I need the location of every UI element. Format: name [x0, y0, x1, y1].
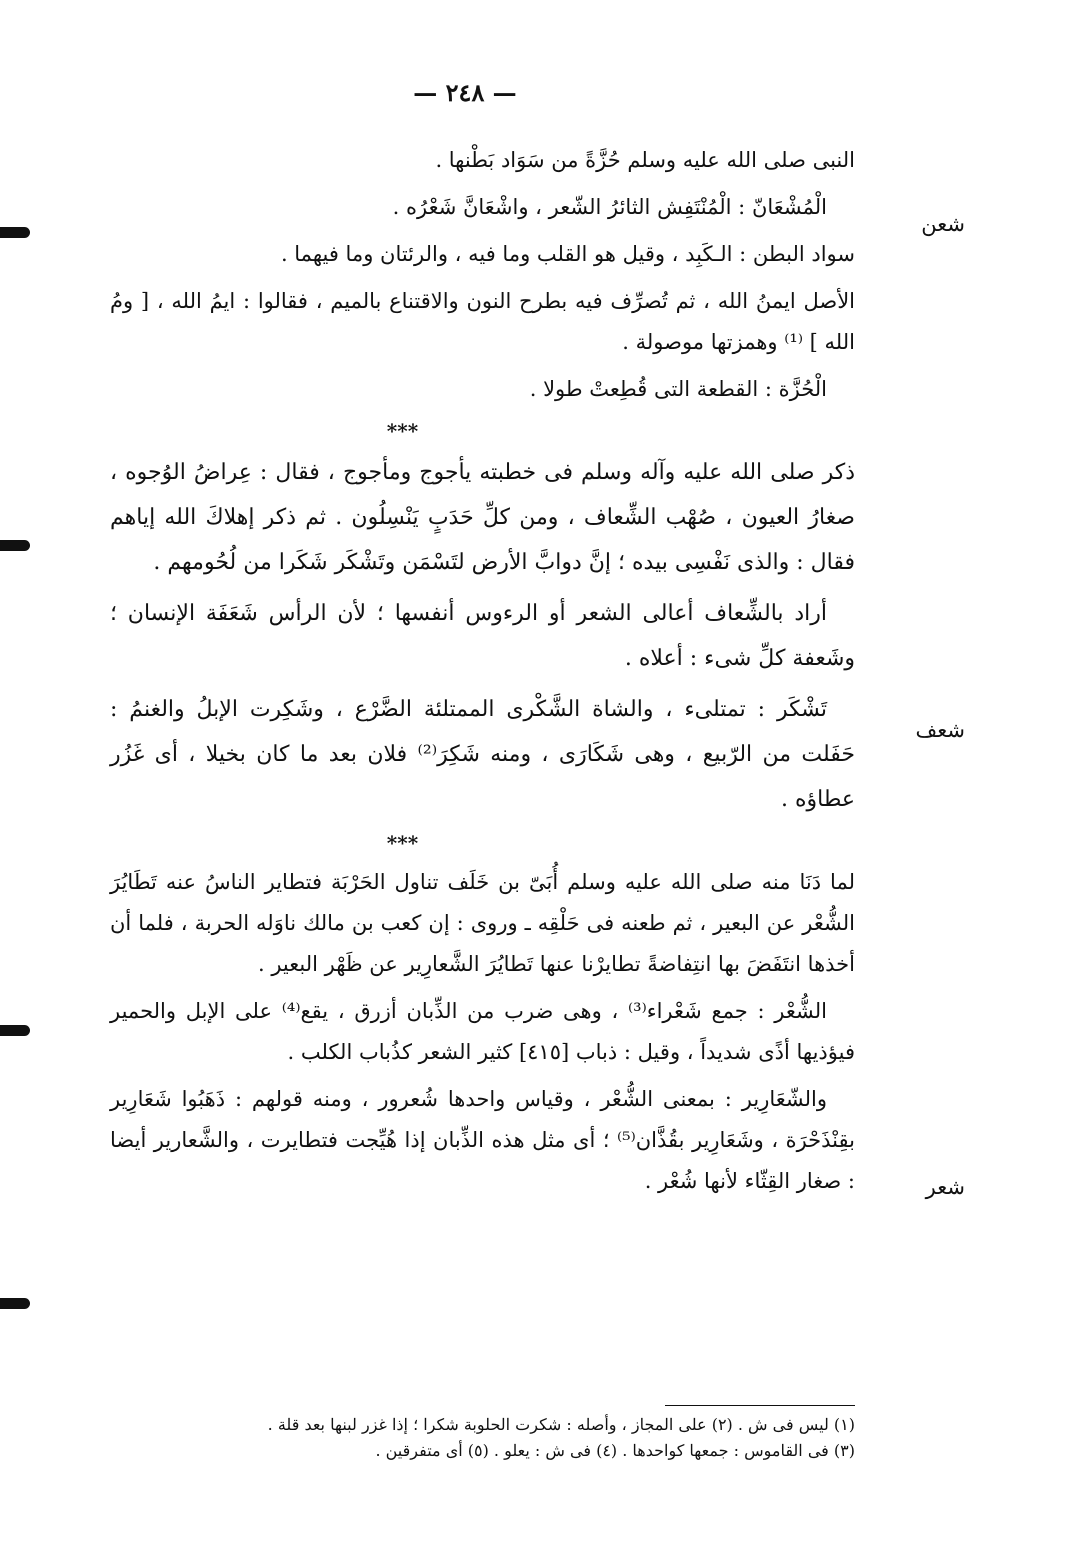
margin-mark: [0, 227, 30, 238]
paragraph: سواد البطن : الـكَبِد ، وقيل هو القلب وما فيه ، والرئتان وما فيهما .: [280, 242, 855, 266]
footnote-line: (٣) فى القاموس : جمعها كواحدها . (٤) فى ش : يعلو . (٥) أى متفرقين .: [375, 1441, 855, 1460]
section-separator: ***: [386, 831, 419, 855]
paragraph: النبى صلى الله عليه وسلم حُزَّةً من سَوَاد بَطْنها .: [435, 148, 855, 172]
headword-shaaf: شعف: [915, 718, 965, 742]
paragraph: أراد بالشِّعاف أعالى الشعر أو الرءوس أنفسها ؛ لأن الرأس شَعَفَة الإنسان ؛ وشَعفة كلِّ شىء : أعلاه .: [110, 601, 855, 671]
headword-shaar: شعر: [925, 1175, 965, 1199]
paragraph: الْمُشْعَانّ : الْمُنْتَفِش الثائرُ الشّعر ، واشْعَانَّ شَعْرُه .: [392, 195, 827, 219]
footnotes: [110, 1412, 855, 1464]
paragraph: والشّعَارِير : بمعنى الشُّعْر ، وقياس واحدها شُعرور ، ومنه قولهم : ذَهَبُوا شَعَارِير بقِنْذَحْرَة ، وشَعَارِير بقُذَّان⁽⁵⁾ ؛ أى مثل هذه الذِّبان إذا هُيِّجت فتطايرت ، والشَّعارير أيضا : صغار القِثّاء لأنها شُعْر .: [110, 1087, 855, 1193]
headword-shaan: شعن: [921, 212, 965, 236]
section-separator: ***: [386, 419, 419, 443]
margin-mark: [0, 1025, 30, 1036]
main-text: [110, 140, 855, 1208]
margin-mark: [0, 1298, 30, 1309]
margin-mark: [0, 540, 30, 551]
page-number: — ٢٤٨ —: [413, 78, 517, 107]
paragraph: لما دَنَا منه صلى الله عليه وسلم أُبَىّ بن خَلَف تناول الحَرْبَة فتطاير الناسُ عنه تَطَايُرَ الشُّعْر عن البعير ، ثم طعنه فى حَلْقِه ـ وروى : إن كعب بن مالك ناوَله الحربة ، فلما أن أخذها انتَفَضَ بها انتِفاضةً تطايرْنا عنها تَطايُرَ الشَّعارِير عن ظَهْر البعير .: [110, 870, 855, 976]
paragraph: تَشْكَر : تمتلىء ، والشاة الشَّكْرى الممتلئة الضَّرْع ، وشَكِرت الإبلُ والغنمُ : حَفَلت من الرّبيع ، وهى شَكَارَى ، ومنه شَكِرَ⁽²⁾ فلان بعد ما كان بخيلا ، أى غَزُر عطاؤه .: [110, 697, 855, 812]
paragraph: ذكر صلى الله عليه وآله وسلم فى خطبته يأجوج ومأجوج ، فقال : عِراضُ الوُجوه ، صغارُ العيون ، صُهْب الشِّعاف ، ومن كلِّ حَدَبٍ يَنْسِلُون . ثم ذكر إهلاكَ الله إياهم فقال : والذى نَفْسِى بيده ؛ إنَّ دوابَّ الأرض لتَسْمَن وتَشْكَر شَكَرا من لُحُومهم .: [110, 460, 855, 575]
footnote-line: (١) ليس فى ش . (٢) على المجاز ، وأصله : شكرت الحلوبة شكرا ؛ إذا غزر لبنها بعد قلة .: [267, 1415, 855, 1434]
footnote-rule: [665, 1405, 855, 1406]
paragraph: الْحُزَّة : القطعة التى قُطِعتْ طولا .: [529, 377, 827, 401]
paragraph: الأصل ايمنُ الله ، ثم تُصرِّف فيه بطرح النون والاقتناع بالميم ، فقالوا : ايمُ الله ، [ ومُ الله ] ⁽¹⁾ وهمزتها موصولة .: [110, 289, 855, 354]
paragraph: الشُّعْر : جمع شَعْراء⁽³⁾ ، وهى ضرب من الذِّبان أزرق ، يقع⁽⁴⁾ على الإبل والحمير فيؤذيها أذًى شديداً ، وقيل : ذباب [٤١٥] كثير الشعر كذُباب الكلب .: [110, 999, 855, 1064]
